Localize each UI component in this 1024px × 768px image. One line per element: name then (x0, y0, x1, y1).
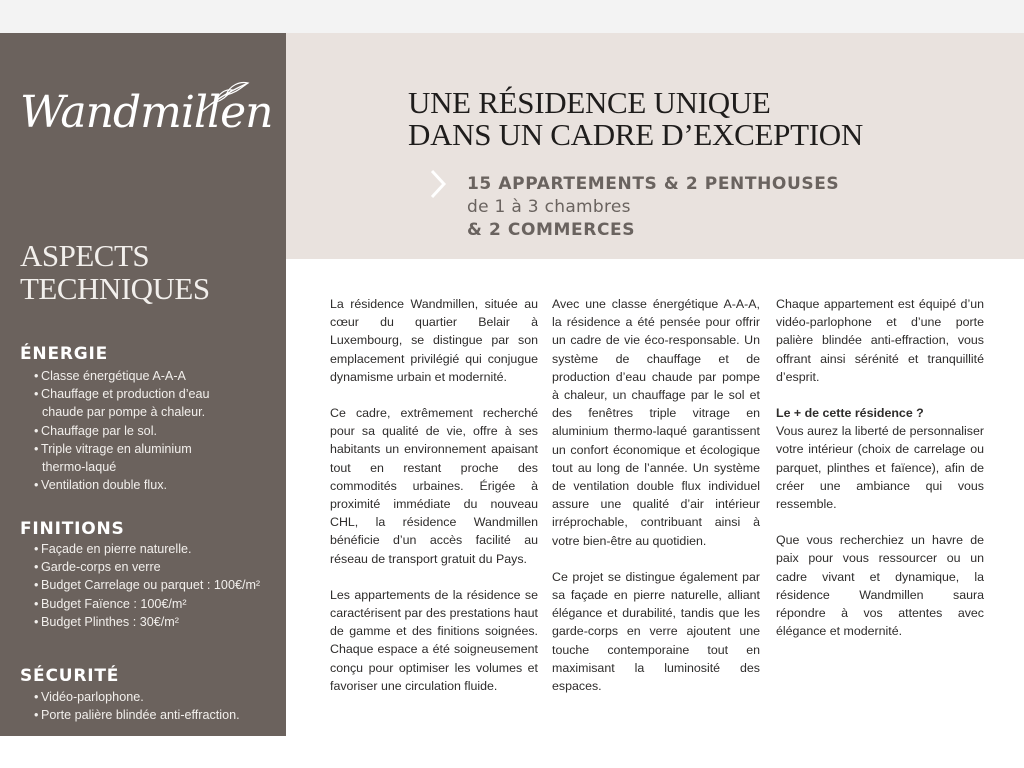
list-item: • Vidéo-parlophone. (34, 688, 240, 706)
paragraph: La résidence Wandmillen, située au cœur du quartier Belair à Luxembourg, se distingue par son emplacement privilégié qui conjugue dynamisme urbain et modernité. (330, 297, 538, 384)
paragraph: Vous aurez la liberté de personnaliser votre intérieur (choix de carrelage ou parquet, plinthes et faïence), afin de créer une ambiance qui vous ressemble. (776, 424, 984, 512)
paragraph: Ce projet se distingue également par sa façade en pierre naturelle, alliant élégance et durabilité, tandis que les garde-corps en verre ajoutent une touche contemporaine tout en maximisant la luminosité des espaces. (552, 569, 760, 694)
brand-logo (20, 83, 273, 163)
list-item: • Garde-corps en verre (34, 558, 260, 576)
leaf-icon (196, 77, 256, 117)
header-band (286, 33, 1024, 259)
text-column-1 (330, 295, 538, 713)
text-column-2 (552, 295, 760, 713)
list-item: • Budget Faïence : 100€/m² (34, 595, 260, 613)
page-title-line: UNE RÉSIDENCE UNIQUE (408, 85, 771, 120)
brand-logo-text: Wandmillen (20, 87, 273, 138)
sidebar (0, 33, 286, 736)
list-item: • Classe énergétique A-A-A (34, 367, 210, 385)
list-item: • Budget Plinthes : 30€/m² (34, 613, 260, 631)
subtitle-block (467, 173, 839, 242)
paragraph: Que vous recherchiez un havre de paix pour vous ressourcer ou un cadre vivant et dynamique, la résidence Wandmillen saura répondre à vos attentes avec élégance et modernité. (776, 533, 984, 639)
list-item: • Porte palière blindée anti-effraction. (34, 706, 240, 724)
list-item: • Budget Carrelage ou parquet : 100€/m² (34, 576, 260, 594)
energie-list (34, 367, 210, 494)
subtitle-commerces: & 2 COMMERCES (467, 220, 636, 240)
list-item: • Ventilation double flux. (34, 476, 210, 494)
subtitle-units: 15 APPARTEMENTS & 2 PENTHOUSES (467, 174, 840, 194)
finitions-list (34, 540, 260, 631)
section-heading-securite: SÉCURITÉ (20, 666, 120, 686)
highlight-heading: Le + de cette résidence ? (776, 406, 924, 421)
paragraph: Chaque appartement est équipé d’un vidéo-parlophone et d’une porte palière blindée anti-effraction, vous offrant ainsi sérénité et tranquillité d’esprit. (776, 297, 984, 384)
sidebar-title-line: TECHNIQUES (20, 271, 210, 306)
page-title (408, 87, 863, 151)
paragraph: Les appartements de la résidence se caractérisent par des prestations haut de gamme et des finitions soignées. Chaque espace a été soigneusement conçu pour optimiser les volumes et favoriser une circulation fluide. (330, 587, 538, 693)
chevron-right-icon (428, 169, 450, 199)
sidebar-title (20, 239, 210, 305)
bottom-margin (0, 736, 1024, 768)
paragraph: Ce cadre, extrêmement recherché pour sa qualité de vie, offre à ses habitants un environnement apaisant tout en restant proche des commodités urbaines. Érigée à proximité immédiate du nouveau CHL, la résidence Wandmillen bénéficie d’un accès facilité au réseau de transport gratuit du Pays. (330, 406, 538, 566)
section-heading-energie: ÉNERGIE (20, 344, 109, 364)
text-column-3 (776, 295, 984, 658)
section-heading-finitions: FINITIONS (20, 519, 125, 539)
list-item: • Façade en pierre naturelle. (34, 540, 260, 558)
page-title-line: DANS UN CADRE D’EXCEPTION (408, 117, 863, 152)
securite-list (34, 688, 240, 724)
list-item: • Triple vitrage en aluminium thermo-laqué (34, 440, 210, 476)
list-item: • Chauffage par le sol. (34, 422, 210, 440)
subtitle-rooms: de 1 à 3 chambres (467, 197, 631, 217)
top-margin (0, 0, 1024, 33)
sidebar-title-line: ASPECTS (20, 238, 150, 273)
list-item: • Chauffage et production d’eau chaude par pompe à chaleur. (34, 385, 210, 421)
paragraph: Avec une classe énergétique A-A-A, la résidence a été pensée pour offrir un cadre de vie éco-responsable. Un système de chauffage et de production d’eau chaude par pompe à chaleur, un chauffage par le sol et des fenêtres triple vitrage en aluminium thermo-laqué garantissent un confort économique et écologique tout au long de l’année. Un système de ventilation double flux individuel assure une qualité d’air intérieur irréprochable, contribuant ainsi à votre bien-être au quotidien. (552, 297, 760, 548)
